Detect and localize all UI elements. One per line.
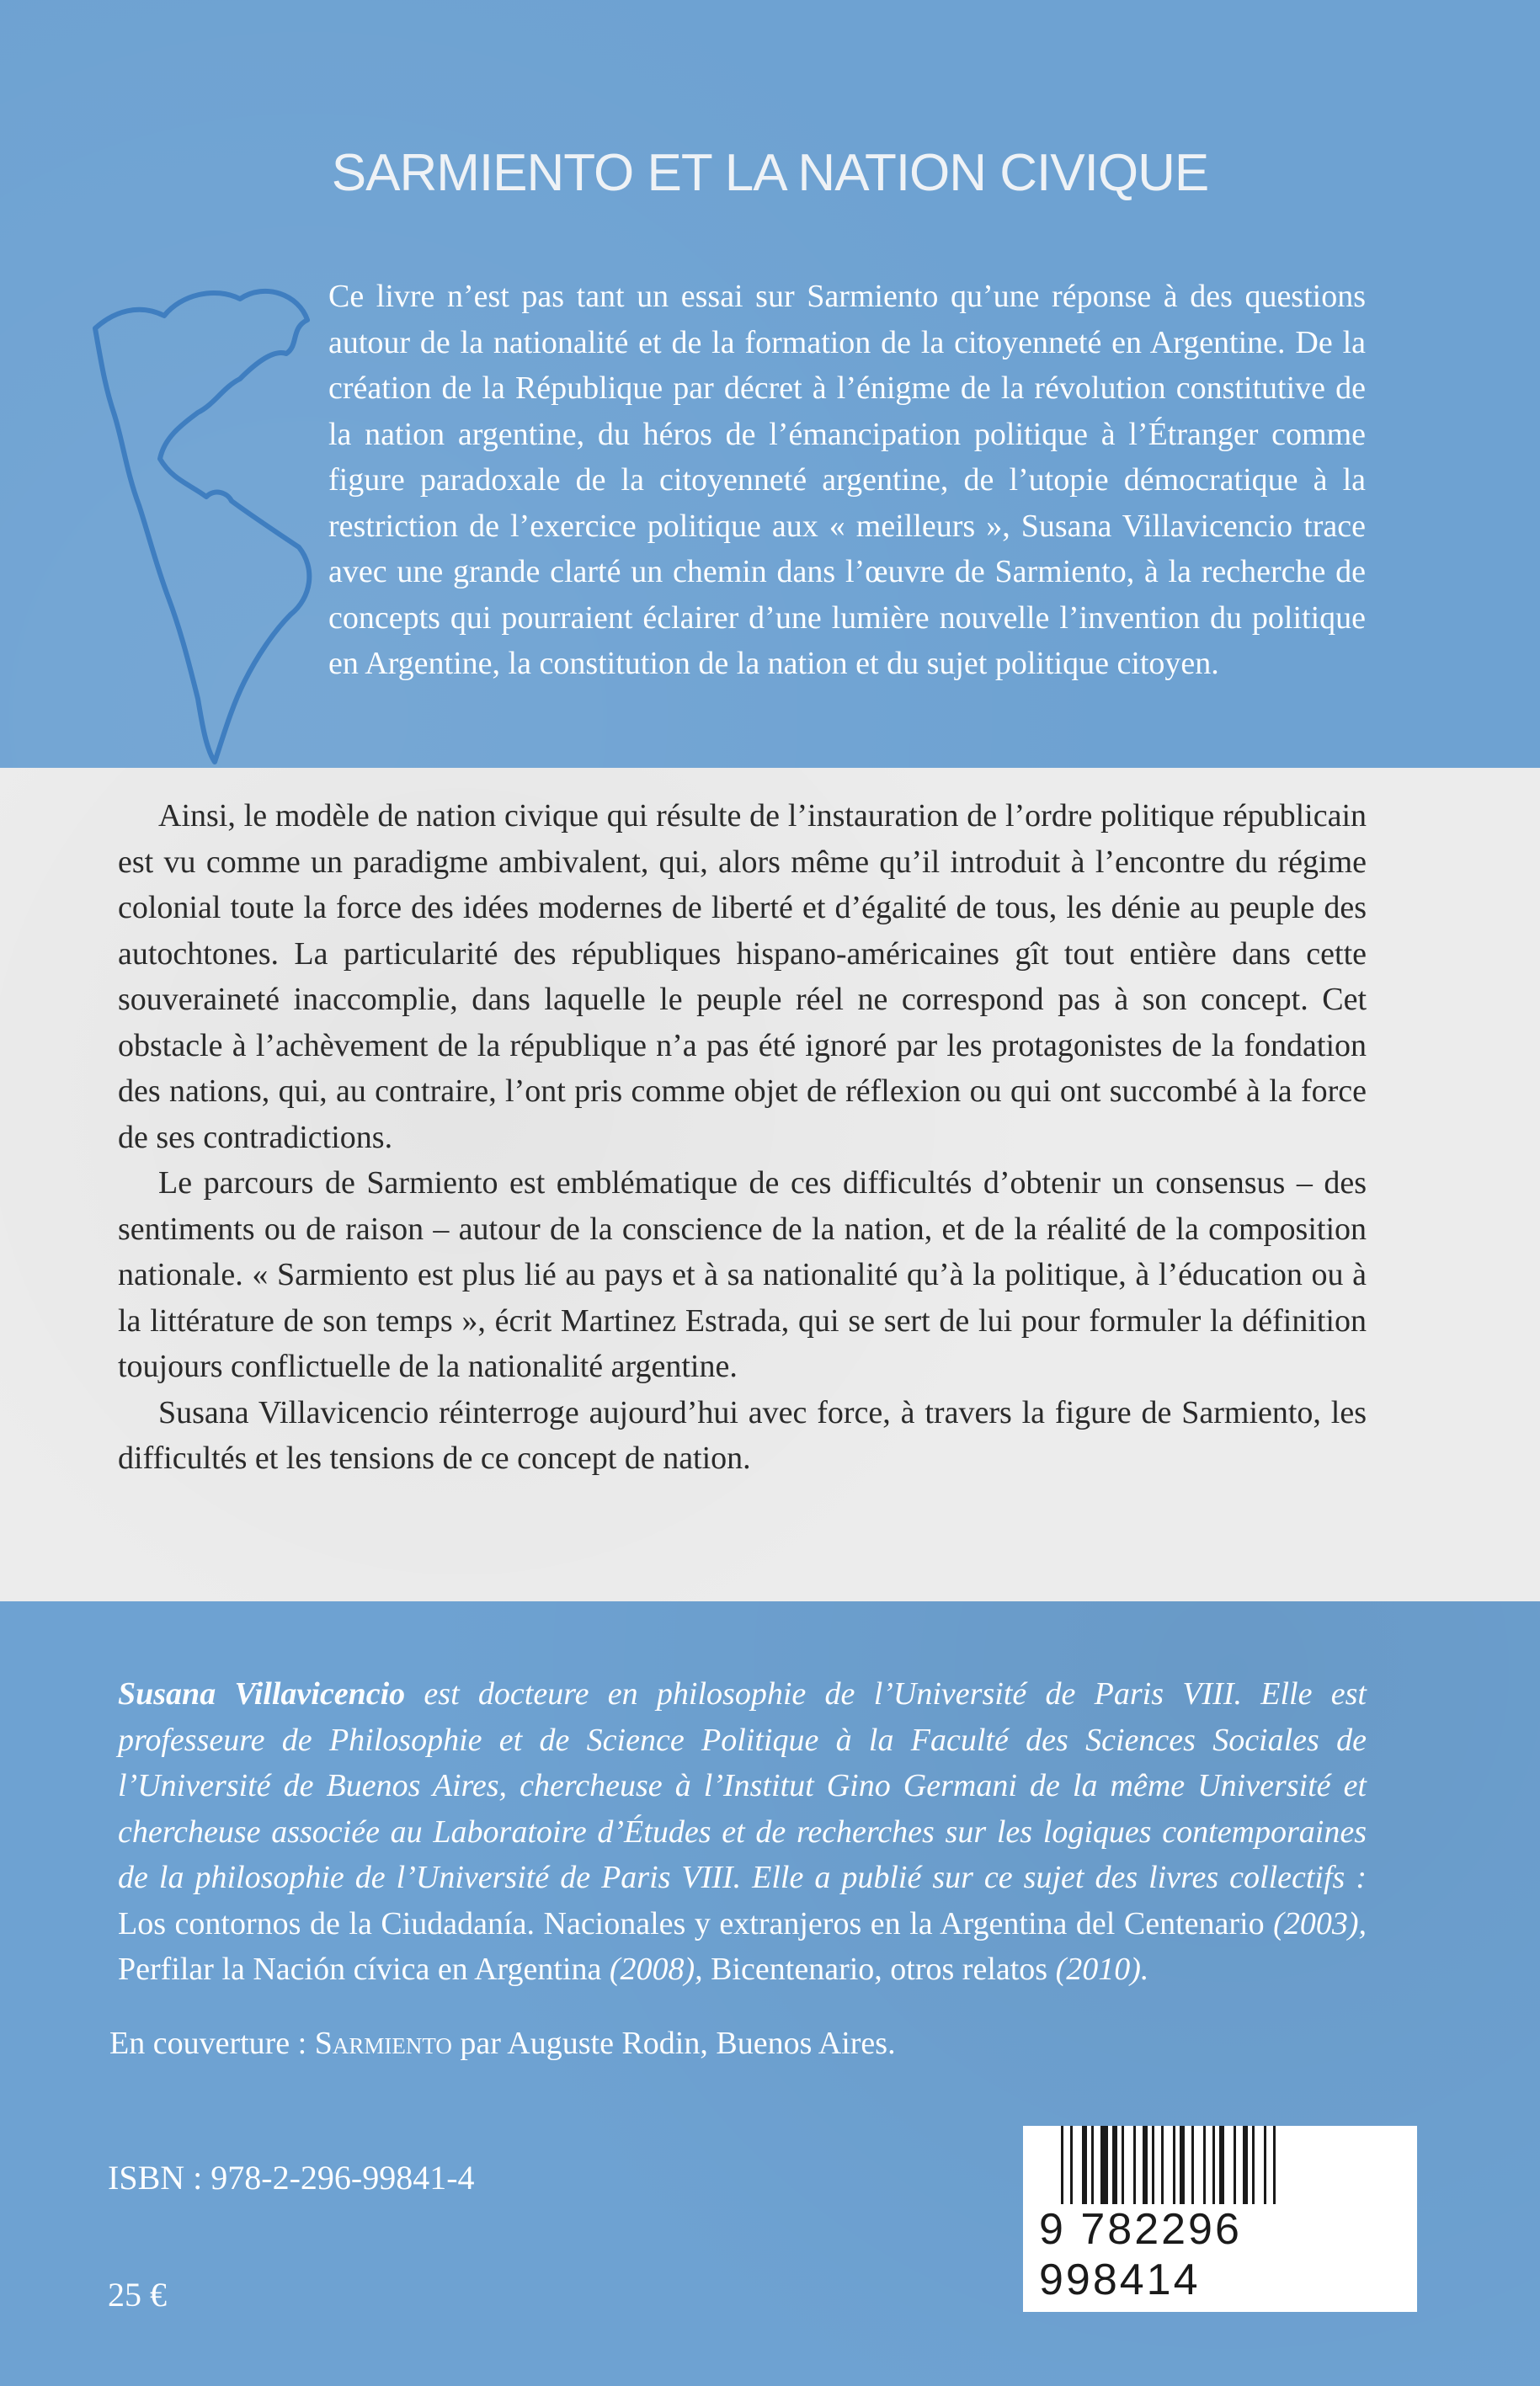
bio-text: est docteure en philosophie de l’Université de Paris VIII. Elle est professeure de Philosophie et de Science Politique à la Faculté des Sciences Sociales de l’Université de Buenos Aires, chercheuse à l’Institut Gino Germani de la même Université et chercheuse associée au Laboratoire d’Études et de recherches sur les logiques contemporaines de la philosophie de l’Université de Paris VIII. Elle a publié sur ce sujet des livres collectifs : [118,1676,1367,1895]
book-title: SARMIENTO ET LA NATION CIVIQUE [331,144,1209,202]
author-name: Susana Villavicencio [118,1676,406,1712]
author-bio [118,1671,1367,1993]
price: 25 € [108,2276,167,2314]
book-title-2: Perfilar la Nación cívica en Argentina [118,1952,602,1987]
summary-paragraph: Susana Villavicencio réinterroge aujourd’hui avec force, à travers la figure de Sarmiento, les difficultés et les tensions de ce concept de nation. [118,1394,1367,1476]
americas-map-icon [88,278,341,775]
summary-paragraph: Le parcours de Sarmiento est emblématique de ces difficultés d’obtenir un consensus – des sentiments ou de raison – autour de la conscience de la nation, et de la réalité de la composition nationale. « Sarmiento est plus lié au pays et à sa nationalité qu’à la politique, à l’éducation ou à la littérature de son temps », écrit Martinez Estrada, qui se sert de lui pour formuler la définition toujours conflictuelle de la nationalité argentine. [118,1165,1367,1384]
summary-text [118,793,1367,1482]
cover-prefix: En couverture : [109,2026,315,2061]
barcode-number: 9 782296 998414 [1036,2204,1417,2305]
book-title-1: Los contornos de la Ciudadanía. Nacionales y extranjeros en la Argentina del Centenario [118,1905,1265,1941]
cover-credit [109,2025,896,2062]
intro-paragraph: Ce livre n’est pas tant un essai sur Sarmiento qu’une réponse à des questions autour de la nationalité et de la formation de la citoyenneté en Argentine. De la création de la République par décret à l’énigme de la révolution constitutive de la nation argentine, du héros de l’émancipation politique à l’Étranger comme figure paradoxale de la citoyenneté argentine, de l’utopie démocratique à la restriction de l’exercice politique aux « meilleurs », Susana Villavicencio trace avec une grande clarté un chemin dans l’œuvre de Sarmiento, à la recherche de concepts qui pourraient éclairer d’une lumière nouvelle l’invention du politique en Argentine, la constitution de la nation et du sujet politique citoyen. [328,279,1366,681]
year-1: (2003), [1264,1905,1367,1941]
year-3: (2010). [1047,1952,1149,1987]
isbn: ISBN : 978-2-296-99841-4 [108,2159,475,2197]
barcode [1023,2126,1417,2312]
book-title-3: Bicentenario, otros relatos [711,1952,1048,1987]
summary-paragraph: Ainsi, le modèle de nation civique qui résulte de l’instauration de l’ordre politique républicain est vu comme un paradigme ambivalent, qui, alors même qu’il introduit à l’encontre du régime colonial toute la force des idées modernes de liberté et d’égalité de tous, les dénie au peuple des autochtones. La particularité des républiques hispano-américaines gît tout entière dans cette souveraineté inaccomplie, dans laquelle le peuple réel ne correspond pas à son concept. Cet obstacle à l’achèvement de la république n’a pas été ignoré par les protagonistes de la fondation des nations, qui, au contraire, l’ont pris comme objet de réflexion ou qui ont succombé à la force de ses contradictions. [118,798,1367,1155]
year-2: (2008), [601,1952,711,1987]
cover-suffix: par Auguste Rodin, Buenos Aires. [451,2026,896,2061]
cover-subject: Sarmiento [314,2026,452,2061]
